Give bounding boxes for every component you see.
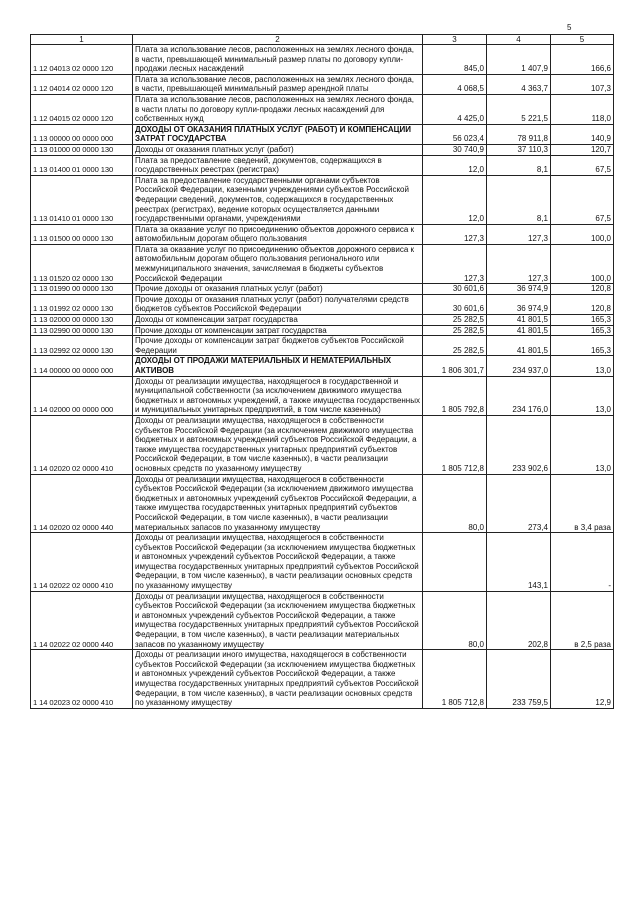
- revenue-name: Плата за использование лесов, расположенных на землях лесного фонда, в части платы по договору купли-продажи лесных насаждений для собственных нужд: [133, 94, 423, 124]
- budget-code: 1 14 02020 02 0000 440: [31, 474, 133, 533]
- actual-value: 41 801,5: [487, 315, 551, 326]
- plan-value: 25 282,5: [423, 315, 487, 326]
- percent-value: 120,8: [551, 294, 614, 314]
- percent-value: 13,0: [551, 415, 614, 474]
- column-header: 1: [31, 35, 133, 45]
- column-header: 4: [487, 35, 551, 45]
- table-row: [31, 474, 614, 533]
- table-row: [31, 650, 614, 709]
- table-row: [31, 376, 614, 415]
- revenue-name: Плата за предоставление сведений, документов, содержащихся в государственных реестрах (регистрах): [133, 155, 423, 175]
- actual-value: 41 801,5: [487, 336, 551, 356]
- revenue-name: Прочие доходы от оказания платных услуг (работ): [133, 284, 423, 295]
- actual-value: 234 176,0: [487, 376, 551, 415]
- revenue-name: Доходы от реализации имущества, находящегося в собственности субъектов Российской Федерации (за исключением движимого имущества бюджетных и автономных учреждений субъектов Российской Федерации, а также имущества государственных унитарных предприятий субъектов Российской Федерации, в том числе казенных), в части реализации основных средств по указанному имуществу: [133, 415, 423, 474]
- actual-value: 1 407,9: [487, 45, 551, 75]
- actual-value: 4 363,7: [487, 74, 551, 94]
- actual-value: 37 110,3: [487, 144, 551, 155]
- plan-value: [423, 533, 487, 592]
- plan-value: 4 068,5: [423, 74, 487, 94]
- percent-value: 12,9: [551, 650, 614, 709]
- revenue-name: Доходы от реализации имущества, находящегося в собственности субъектов Российской Федерации (за исключением имущества бюджетных и автономных учреждений субъектов Российской Федерации, а также имущества государственных унитарных предприятий субъектов Российской Федерации, в том числе казенных), в части реализации основных средств по указанному имуществу: [133, 533, 423, 592]
- revenue-name: Прочие доходы от компенсации затрат государства: [133, 325, 423, 336]
- actual-value: 127,3: [487, 224, 551, 244]
- table-row: [31, 284, 614, 295]
- actual-value: 8,1: [487, 155, 551, 175]
- plan-value: 127,3: [423, 224, 487, 244]
- percent-value: -: [551, 533, 614, 592]
- column-header: 3: [423, 35, 487, 45]
- plan-value: 1 805 712,8: [423, 650, 487, 709]
- plan-value: 80,0: [423, 591, 487, 650]
- budget-code: 1 13 01500 00 0000 130: [31, 224, 133, 244]
- percent-value: 165,3: [551, 336, 614, 356]
- budget-code: 1 13 01992 02 0000 130: [31, 294, 133, 314]
- plan-value: 1 805 712,8: [423, 415, 487, 474]
- percent-value: 100,0: [551, 244, 614, 283]
- percent-value: 13,0: [551, 376, 614, 415]
- budget-code: 1 13 01520 02 0000 130: [31, 244, 133, 283]
- table-row: [31, 294, 614, 314]
- plan-value: 30 601,6: [423, 294, 487, 314]
- plan-value: 127,3: [423, 244, 487, 283]
- actual-value: 233 902,6: [487, 415, 551, 474]
- budget-code: 1 12 04014 02 0000 120: [31, 74, 133, 94]
- budget-code: 1 13 01410 01 0000 130: [31, 175, 133, 224]
- revenue-name: Доходы от реализации имущества, находящегося в государственной и муниципальной собственности (за исключением движимого имущества бюджетных и автономных учреждений, а также имущества государственных и муниципальных унитарных предприятий, в том числе казенных): [133, 376, 423, 415]
- percent-value: 107,3: [551, 74, 614, 94]
- table-row: [31, 591, 614, 650]
- percent-value: 120,7: [551, 144, 614, 155]
- revenue-name: Плата за использование лесов, расположенных на землях лесного фонда, в части, превышающей минимальный размер арендной платы: [133, 74, 423, 94]
- revenue-name: Плата за использование лесов, расположенных на землях лесного фонда, в части, превышающей минимальный размер платы по договору купли-продажи лесных насаждений: [133, 45, 423, 75]
- percent-value: 67,5: [551, 155, 614, 175]
- table-row: [31, 315, 614, 326]
- percent-value: 165,3: [551, 315, 614, 326]
- actual-value: 143,1: [487, 533, 551, 592]
- percent-value: в 2,5 раза: [551, 591, 614, 650]
- revenue-name: Доходы от компенсации затрат государства: [133, 315, 423, 326]
- table-row: [31, 175, 614, 224]
- revenue-name: ДОХОДЫ ОТ ПРОДАЖИ МАТЕРИАЛЬНЫХ И НЕМАТЕРИАЛЬНЫХ АКТИВОВ: [133, 356, 423, 376]
- revenue-name: Прочие доходы от компенсации затрат бюджетов субъектов Российской Федерации: [133, 336, 423, 356]
- percent-value: 13,0: [551, 356, 614, 376]
- column-header: 2: [133, 35, 423, 45]
- column-number-row: [31, 35, 614, 45]
- budget-code: 1 13 02992 02 0000 130: [31, 336, 133, 356]
- revenue-name: ДОХОДЫ ОТ ОКАЗАНИЯ ПЛАТНЫХ УСЛУГ (РАБОТ) И КОМПЕНСАЦИИ ЗАТРАТ ГОСУДАРСТВА: [133, 124, 423, 144]
- table-row: [31, 144, 614, 155]
- plan-value: 30 740,9: [423, 144, 487, 155]
- plan-value: 1 806 301,7: [423, 356, 487, 376]
- revenue-name: Доходы от реализации иного имущества, находящегося в собственности субъектов Российской Федерации (за исключением имущества бюджетных и автономных учреждений субъектов Российской Федерации, а также имущества государственных унитарных предприятий субъектов Российской Федерации, в том числе казенных), в части реализации основных средств по указанному имуществу: [133, 650, 423, 709]
- revenue-name: Доходы от реализации имущества, находящегося в собственности субъектов Российской Федерации (за исключением имущества бюджетных и автономных учреждений субъектов Российской Федерации, а также имущества государственных унитарных предприятий субъектов Российской Федерации, в том числе казенных), в части реализации материальных запасов по указанному имуществу: [133, 591, 423, 650]
- percent-value: 120,8: [551, 284, 614, 295]
- budget-revenue-table: [30, 34, 614, 709]
- plan-value: 12,0: [423, 155, 487, 175]
- table-row: [31, 415, 614, 474]
- actual-value: 5 221,5: [487, 94, 551, 124]
- plan-value: 12,0: [423, 175, 487, 224]
- actual-value: 202,8: [487, 591, 551, 650]
- actual-value: 78 911,8: [487, 124, 551, 144]
- plan-value: 4 425,0: [423, 94, 487, 124]
- actual-value: 234 937,0: [487, 356, 551, 376]
- budget-code: 1 14 02000 00 0000 000: [31, 376, 133, 415]
- percent-value: 165,3: [551, 325, 614, 336]
- budget-code: 1 14 02022 02 0000 440: [31, 591, 133, 650]
- percent-value: 166,6: [551, 45, 614, 75]
- plan-value: 80,0: [423, 474, 487, 533]
- budget-code: 1 13 01400 01 0000 130: [31, 155, 133, 175]
- table-row: [31, 74, 614, 94]
- actual-value: 233 759,5: [487, 650, 551, 709]
- plan-value: 845,0: [423, 45, 487, 75]
- table-row: [31, 325, 614, 336]
- plan-value: 25 282,5: [423, 325, 487, 336]
- budget-code: 1 13 01990 00 0000 130: [31, 284, 133, 295]
- column-header: 5: [551, 35, 614, 45]
- table-row: [31, 45, 614, 75]
- budget-code: 1 13 01000 00 0000 130: [31, 144, 133, 155]
- budget-code: 1 13 02000 00 0000 130: [31, 315, 133, 326]
- plan-value: 1 805 792,8: [423, 376, 487, 415]
- budget-code: 1 12 04015 02 0000 120: [31, 94, 133, 124]
- budget-code: 1 14 02023 02 0000 410: [31, 650, 133, 709]
- budget-code: 1 14 02020 02 0000 410: [31, 415, 133, 474]
- revenue-name: Плата за оказание услуг по присоединению объектов дорожного сервиса к автомобильным дорогам общего пользования: [133, 224, 423, 244]
- plan-value: 30 601,6: [423, 284, 487, 295]
- page-number: 5: [567, 23, 572, 32]
- table-row: [31, 224, 614, 244]
- percent-value: 140,9: [551, 124, 614, 144]
- actual-value: 127,3: [487, 244, 551, 283]
- table-row: [31, 244, 614, 283]
- percent-value: 118,0: [551, 94, 614, 124]
- actual-value: 36 974,9: [487, 284, 551, 295]
- budget-code: 1 12 04013 02 0000 120: [31, 45, 133, 75]
- actual-value: 36 974,9: [487, 294, 551, 314]
- actual-value: 41 801,5: [487, 325, 551, 336]
- revenue-name: Доходы от оказания платных услуг (работ): [133, 144, 423, 155]
- revenue-name: Плата за оказание услуг по присоединению объектов дорожного сервиса к автомобильным дорогам общего пользования регионального или межмуниципального значения, зачисляемая в бюджеты субъектов Российской Федерации: [133, 244, 423, 283]
- actual-value: 273,4: [487, 474, 551, 533]
- percent-value: 100,0: [551, 224, 614, 244]
- revenue-name: Прочие доходы от оказания платных услуг (работ) получателями средств бюджетов субъектов Российской Федерации: [133, 294, 423, 314]
- plan-value: 25 282,5: [423, 336, 487, 356]
- percent-value: 67,5: [551, 175, 614, 224]
- percent-value: в 3,4 раза: [551, 474, 614, 533]
- budget-code: 1 13 02990 00 0000 130: [31, 325, 133, 336]
- actual-value: 8,1: [487, 175, 551, 224]
- table-row: [31, 124, 614, 144]
- budget-code: 1 14 02022 02 0000 410: [31, 533, 133, 592]
- budget-code: 1 13 00000 00 0000 000: [31, 124, 133, 144]
- table-row: [31, 533, 614, 592]
- table-row: [31, 155, 614, 175]
- budget-code: 1 14 00000 00 0000 000: [31, 356, 133, 376]
- plan-value: 56 023,4: [423, 124, 487, 144]
- table-row: [31, 356, 614, 376]
- revenue-name: Доходы от реализации имущества, находящегося в собственности субъектов Российской Федерации (за исключением движимого имущества бюджетных и автономных учреждений субъектов Российской Федерации, а также имущества государственных унитарных предприятий субъектов Российской Федерации, в том числе казенных), в части реализации материальных запасов по указанному имуществу: [133, 474, 423, 533]
- table-row: [31, 94, 614, 124]
- table-row: [31, 336, 614, 356]
- revenue-name: Плата за предоставление государственными органами субъектов Российской Федерации, казенными учреждениями субъектов Российской Федерации сведений, документов, содержащихся в государственных реестрах (регистрах), ведение которых осуществляется данными государственными органами, учреждениями: [133, 175, 423, 224]
